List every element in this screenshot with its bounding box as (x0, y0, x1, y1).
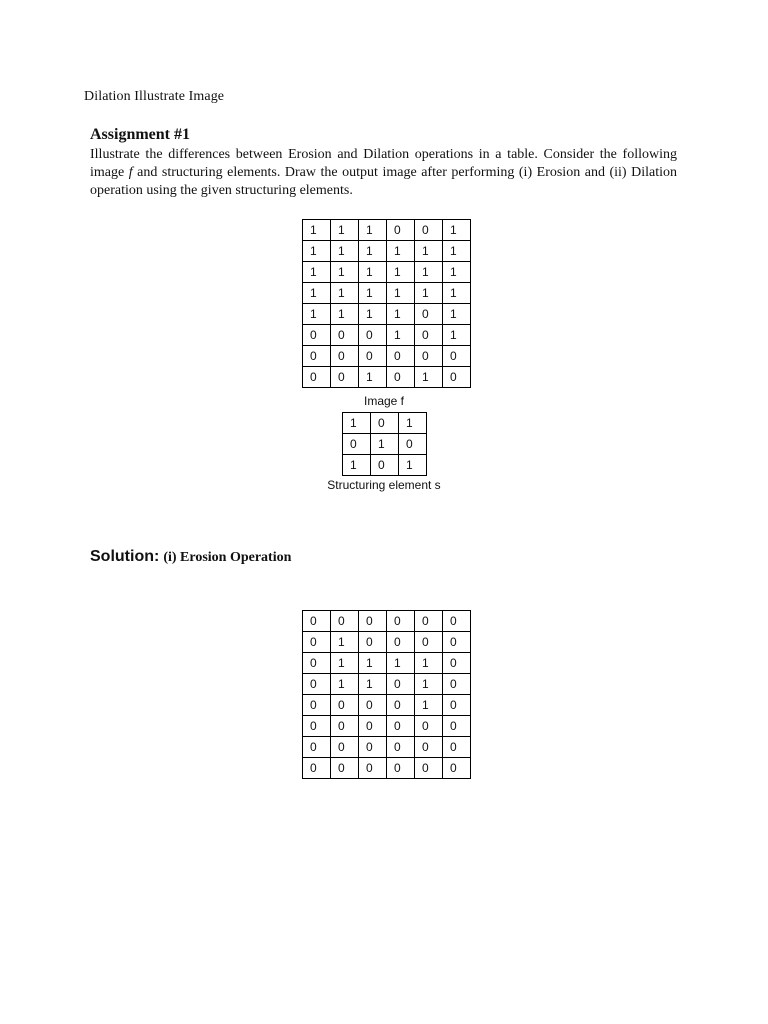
matrix-cell: 0 (443, 695, 471, 716)
matrix-row (303, 220, 471, 241)
matrix-cell: 0 (387, 220, 415, 241)
instructions-text-1: Illustrate the differences between Erosion and Dilation operations in a table. Consider the following image (90, 147, 677, 180)
matrix-row (343, 455, 427, 476)
matrix-row (303, 304, 471, 325)
matrix-cell: 0 (331, 346, 359, 367)
matrix-cell: 1 (415, 653, 443, 674)
matrix-cell: 0 (443, 758, 471, 779)
matrix-cell: 1 (331, 220, 359, 241)
matrix-row (303, 283, 471, 304)
matrix-row (303, 695, 471, 716)
image-f-matrix (302, 219, 471, 388)
matrix-cell: 1 (443, 241, 471, 262)
matrix-cell: 1 (371, 434, 399, 455)
matrix-cell: 1 (331, 674, 359, 695)
matrix-cell: 1 (303, 241, 331, 262)
matrix-cell: 1 (387, 653, 415, 674)
instructions-image-variable: f (128, 165, 133, 180)
matrix-row (303, 758, 471, 779)
matrix-cell: 1 (359, 220, 387, 241)
matrix-cell: 1 (443, 262, 471, 283)
matrix-cell: 0 (399, 434, 427, 455)
matrix-cell: 0 (331, 695, 359, 716)
matrix-cell: 0 (415, 758, 443, 779)
matrix-cell: 0 (443, 653, 471, 674)
matrix-cell: 0 (359, 346, 387, 367)
matrix-row (303, 737, 471, 758)
matrix-cell: 1 (359, 653, 387, 674)
matrix-cell: 0 (443, 367, 471, 388)
matrix-row (303, 716, 471, 737)
matrix-row (303, 653, 471, 674)
matrix-cell: 0 (371, 413, 399, 434)
matrix-cell: 0 (331, 758, 359, 779)
page-heading: Dilation Illustrate Image (84, 89, 225, 104)
structuring-element-matrix (342, 412, 427, 476)
assignment-instructions (90, 146, 677, 200)
matrix-cell: 0 (331, 367, 359, 388)
matrix-cell: 0 (443, 611, 471, 632)
matrix-cell: 1 (415, 262, 443, 283)
matrix-cell: 0 (415, 611, 443, 632)
matrix-cell: 0 (387, 716, 415, 737)
matrix-cell: 0 (387, 367, 415, 388)
matrix-cell: 0 (387, 674, 415, 695)
matrix-cell: 0 (359, 632, 387, 653)
solution-label: Solution: (90, 548, 160, 565)
matrix-cell: 1 (399, 455, 427, 476)
matrix-cell: 0 (303, 653, 331, 674)
matrix-cell: 1 (303, 220, 331, 241)
matrix-cell: 1 (443, 220, 471, 241)
matrix-cell: 0 (331, 611, 359, 632)
matrix-cell: 1 (415, 674, 443, 695)
matrix-cell: 0 (415, 737, 443, 758)
matrix-cell: 1 (387, 283, 415, 304)
matrix-cell: 1 (415, 367, 443, 388)
solution-heading (90, 548, 291, 566)
matrix-cell: 0 (443, 737, 471, 758)
matrix-cell: 0 (359, 737, 387, 758)
instructions-text-2: and structuring elements. Draw the output image after performing (i) Erosion and (ii) Dilation operation using the given structuring elements. (90, 165, 677, 198)
matrix-cell: 1 (359, 283, 387, 304)
matrix-cell: 0 (443, 346, 471, 367)
matrix-cell: 1 (331, 653, 359, 674)
matrix-cell: 0 (303, 674, 331, 695)
matrix-cell: 0 (387, 346, 415, 367)
matrix-cell: 0 (387, 758, 415, 779)
matrix-cell: 1 (387, 325, 415, 346)
matrix-cell: 0 (443, 716, 471, 737)
matrix-cell: 1 (387, 262, 415, 283)
matrix-row (343, 413, 427, 434)
matrix-cell: 0 (303, 716, 331, 737)
matrix-cell: 0 (343, 434, 371, 455)
matrix-row (303, 325, 471, 346)
matrix-cell: 0 (415, 632, 443, 653)
matrix-cell: 0 (331, 737, 359, 758)
matrix-cell: 1 (415, 283, 443, 304)
matrix-cell: 1 (359, 241, 387, 262)
image-f-caption: Image f (363, 394, 405, 408)
matrix-cell: 0 (415, 716, 443, 737)
matrix-row (303, 632, 471, 653)
matrix-cell: 0 (387, 737, 415, 758)
matrix-cell: 0 (303, 737, 331, 758)
matrix-row (303, 262, 471, 283)
matrix-cell: 0 (331, 325, 359, 346)
matrix-cell: 1 (343, 455, 371, 476)
matrix-cell: 0 (359, 325, 387, 346)
matrix-cell: 0 (415, 346, 443, 367)
matrix-cell: 1 (303, 283, 331, 304)
erosion-result-matrix (302, 610, 471, 779)
matrix-cell: 1 (387, 241, 415, 262)
matrix-cell: 1 (359, 304, 387, 325)
matrix-cell: 1 (359, 674, 387, 695)
matrix-cell: 0 (303, 325, 331, 346)
matrix-cell: 0 (415, 220, 443, 241)
matrix-row (303, 674, 471, 695)
matrix-cell: 0 (303, 611, 331, 632)
assignment-title: Assignment #1 (90, 126, 191, 143)
matrix-cell: 0 (415, 325, 443, 346)
matrix-cell: 0 (371, 455, 399, 476)
structuring-element-caption: Structuring element s (327, 478, 441, 492)
matrix-cell: 1 (359, 367, 387, 388)
matrix-cell: 0 (303, 632, 331, 653)
matrix-cell: 0 (387, 695, 415, 716)
matrix-cell: 1 (303, 304, 331, 325)
matrix-cell: 0 (359, 611, 387, 632)
matrix-row (303, 241, 471, 262)
matrix-cell: 0 (303, 367, 331, 388)
matrix-cell: 0 (359, 716, 387, 737)
matrix-cell: 0 (387, 611, 415, 632)
matrix-cell: 0 (359, 758, 387, 779)
matrix-row (303, 346, 471, 367)
matrix-cell: 0 (359, 695, 387, 716)
matrix-cell: 1 (331, 241, 359, 262)
matrix-cell: 0 (443, 674, 471, 695)
matrix-cell: 1 (331, 632, 359, 653)
matrix-cell: 0 (415, 304, 443, 325)
matrix-cell: 1 (343, 413, 371, 434)
matrix-cell: 0 (303, 758, 331, 779)
matrix-cell: 0 (303, 695, 331, 716)
matrix-cell: 1 (443, 325, 471, 346)
solution-subtitle: (i) Erosion Operation (163, 550, 292, 565)
matrix-cell: 1 (399, 413, 427, 434)
matrix-cell: 1 (331, 262, 359, 283)
matrix-cell: 1 (443, 283, 471, 304)
matrix-cell: 1 (415, 241, 443, 262)
matrix-cell: 1 (331, 283, 359, 304)
matrix-cell: 1 (303, 262, 331, 283)
matrix-cell: 0 (387, 632, 415, 653)
matrix-cell: 1 (359, 262, 387, 283)
matrix-row (303, 611, 471, 632)
matrix-cell: 1 (415, 695, 443, 716)
matrix-row (303, 367, 471, 388)
matrix-cell: 1 (387, 304, 415, 325)
matrix-cell: 1 (443, 304, 471, 325)
matrix-cell: 0 (443, 632, 471, 653)
matrix-row (343, 434, 427, 455)
matrix-cell: 0 (331, 716, 359, 737)
matrix-cell: 1 (331, 304, 359, 325)
matrix-cell: 0 (303, 346, 331, 367)
